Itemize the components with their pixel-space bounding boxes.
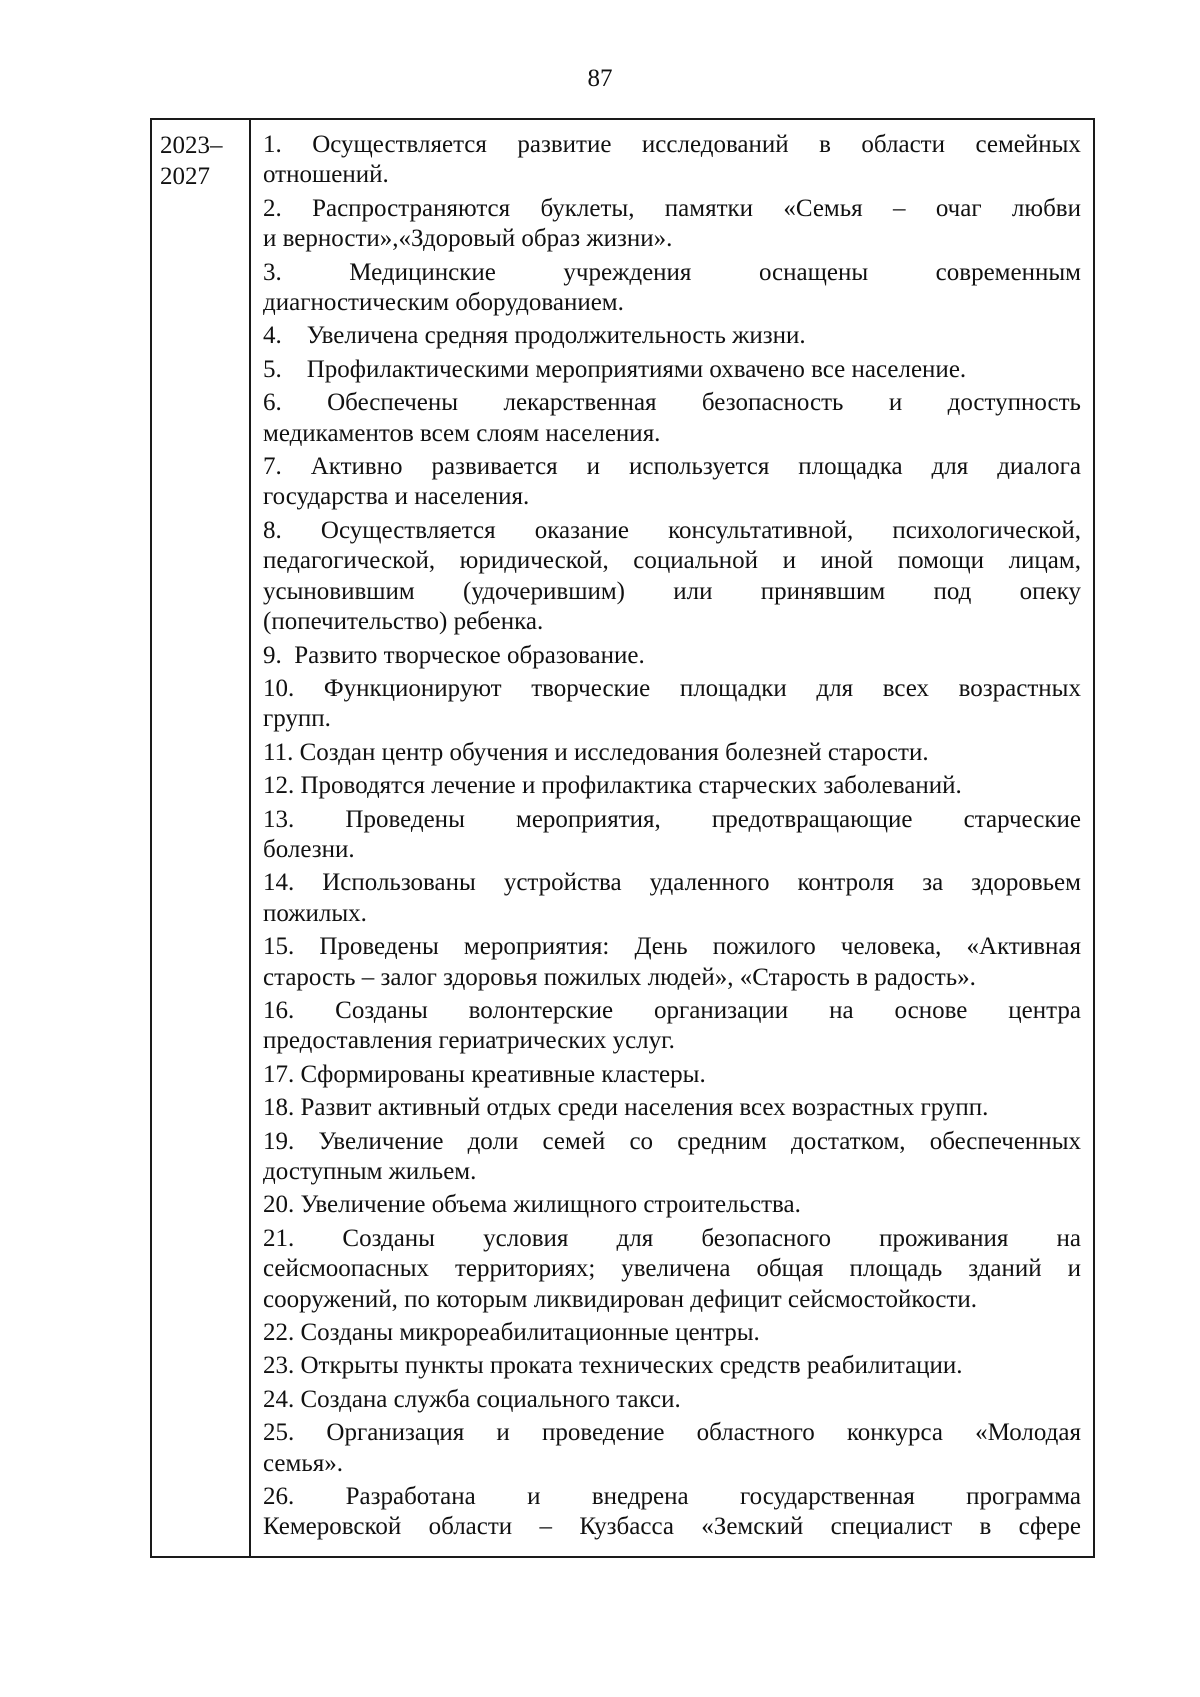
text-word: усыновившим <box>263 577 415 605</box>
text-line <box>263 160 1081 190</box>
text-word: и <box>496 1419 510 1447</box>
text-line <box>263 704 1081 734</box>
text-word: Организация <box>326 1419 465 1447</box>
list-item <box>263 1190 1081 1220</box>
text-word: специалист <box>830 1513 953 1541</box>
text-line <box>263 1449 1081 1479</box>
text-word: 11. Создан центр обучения и исследования болезней старости. <box>263 738 929 766</box>
text-word: центра <box>1008 996 1081 1024</box>
text-word: «Здоровый образ жизни». <box>398 225 673 253</box>
list-item <box>263 1224 1081 1315</box>
text-line <box>263 899 1081 929</box>
list-item <box>263 516 1081 638</box>
text-word: 24. Создана служба социального такси. <box>263 1385 681 1413</box>
text-word: областного <box>696 1419 815 1447</box>
text-word: проведение <box>541 1419 665 1447</box>
list-item <box>263 1482 1081 1543</box>
text-line <box>263 288 1081 318</box>
text-word: конкурса <box>846 1419 943 1447</box>
text-line <box>263 516 1081 546</box>
list-item <box>263 130 1081 191</box>
text-line <box>263 1385 1081 1415</box>
text-line <box>263 130 1081 160</box>
period-end-year: 2027 <box>160 163 210 190</box>
text-word: 13. <box>263 805 295 833</box>
text-line <box>263 388 1081 418</box>
text-word: организации <box>653 996 789 1024</box>
text-word: за <box>922 869 944 897</box>
text-line <box>263 258 1081 288</box>
text-word: и <box>1067 1255 1081 1283</box>
text-word: День <box>634 933 688 961</box>
text-word: мероприятия: <box>463 933 610 961</box>
text-word: оказание <box>534 516 629 544</box>
text-word: под <box>933 577 972 605</box>
text-line <box>263 1285 1081 1315</box>
text-word: для <box>816 674 854 702</box>
text-word: 20. Увеличение объема жилищного строительства. <box>263 1191 801 1219</box>
text-word: любви <box>1011 194 1081 222</box>
text-word: Распространяются <box>312 194 511 222</box>
text-word: 12. Проводятся лечение и профилактика старческих заболеваний. <box>263 772 962 800</box>
text-word: удаленного <box>649 869 770 897</box>
text-word: доступным жильем. <box>263 1158 477 1185</box>
text-line <box>263 932 1081 962</box>
text-line <box>263 1190 1081 1220</box>
text-word: волонтерские <box>468 996 614 1024</box>
text-word: отношений. <box>263 161 389 189</box>
text-line <box>263 1093 1081 1123</box>
text-word: 26. <box>263 1483 295 1511</box>
period-cell <box>160 130 245 192</box>
text-word: 14. <box>263 869 295 897</box>
text-word: пожилого <box>712 933 816 961</box>
period-start-year: 2023– <box>160 132 223 159</box>
text-word: психологической, <box>892 516 1081 544</box>
text-word: (попечительство) ребенка. <box>263 608 544 636</box>
text-word: территориях; <box>454 1255 596 1283</box>
list-item <box>263 996 1081 1057</box>
text-word: Увеличение <box>318 1127 444 1155</box>
list-item <box>263 738 1081 768</box>
list-item <box>263 321 1081 351</box>
text-word: исследований <box>641 131 789 158</box>
list-item <box>263 674 1081 735</box>
text-word: групп. <box>263 705 331 733</box>
text-word: очаг <box>935 194 982 222</box>
text-word: доступность <box>947 389 1081 417</box>
list-item <box>263 805 1081 866</box>
text-word: используется <box>628 453 770 481</box>
text-word: государства и населения. <box>263 483 530 511</box>
list-item <box>263 1351 1081 1381</box>
text-line <box>263 355 1081 385</box>
list-item <box>263 932 1081 993</box>
text-word: для <box>931 453 969 481</box>
text-word: Проведены <box>319 933 439 961</box>
text-word: Разработана <box>345 1483 476 1511</box>
text-word: Обеспечены <box>327 389 459 417</box>
text-line <box>263 452 1081 482</box>
text-word: 6. <box>263 389 282 417</box>
text-word: 21. <box>263 1224 295 1252</box>
text-word: «Земский <box>701 1513 804 1541</box>
list-item <box>263 1093 1081 1123</box>
text-line <box>263 546 1081 576</box>
text-word: площадь <box>849 1255 943 1283</box>
text-word: 10. <box>263 674 295 702</box>
text-line <box>263 1224 1081 1254</box>
text-word: творческие <box>531 674 651 702</box>
text-word: 3. <box>263 258 282 286</box>
text-word: устройства <box>503 869 622 897</box>
text-line <box>263 607 1081 637</box>
text-word: предоставления гериатрических услуг. <box>263 1027 675 1055</box>
text-word: и <box>782 547 796 575</box>
text-line <box>263 1318 1081 1348</box>
text-word: опеку <box>1019 577 1081 605</box>
text-word: увеличена <box>621 1255 731 1283</box>
text-word: Проведены <box>345 805 465 833</box>
text-word: в <box>979 1513 992 1541</box>
text-word: старческие <box>963 805 1081 833</box>
text-word: лицам, <box>1008 547 1081 575</box>
text-word: педагогической, <box>263 547 436 575</box>
text-word: 22. Созданы микрореабилитационные центры. <box>263 1319 760 1347</box>
text-line <box>263 1026 1081 1056</box>
document-table <box>150 118 1095 1558</box>
text-line <box>263 1418 1081 1448</box>
text-word: со <box>629 1127 654 1155</box>
text-word: Осуществляется <box>312 131 487 158</box>
text-word: и верности», <box>263 225 399 253</box>
text-word: сейсмоопасных <box>263 1255 430 1283</box>
text-word: средним <box>677 1127 767 1155</box>
text-word: возрастных <box>958 674 1081 702</box>
list-item <box>263 1318 1081 1348</box>
text-line <box>263 835 1081 865</box>
text-line <box>263 577 1081 607</box>
text-word: Активно <box>310 453 403 481</box>
text-line <box>263 321 1081 351</box>
list-item <box>263 1127 1081 1188</box>
text-word: буклеты, <box>540 194 635 222</box>
text-word: или <box>673 577 713 605</box>
text-line <box>263 805 1081 835</box>
text-line <box>263 738 1081 768</box>
text-word: площадки <box>679 674 787 702</box>
text-word: Созданы <box>335 996 428 1024</box>
text-word: Медицинские <box>349 258 496 286</box>
text-line <box>263 963 1081 993</box>
text-word: мероприятия, <box>516 805 661 833</box>
text-word: всех <box>882 674 930 702</box>
text-line <box>263 482 1081 512</box>
text-line <box>263 194 1081 224</box>
text-word: на <box>829 996 854 1024</box>
text-word: диалога <box>997 453 1081 481</box>
text-word: 25. <box>263 1419 295 1447</box>
list-item <box>263 452 1081 513</box>
text-word: консультативной, <box>668 516 854 544</box>
page-number: 87 <box>587 65 613 92</box>
text-word: и <box>527 1483 541 1511</box>
text-word: основе <box>894 996 968 1024</box>
text-word: помощи <box>897 547 985 575</box>
text-word: социальной <box>633 547 759 575</box>
text-word: общая <box>756 1255 824 1283</box>
text-word: семей <box>542 1127 606 1155</box>
text-word: зданий <box>968 1255 1042 1283</box>
column-divider <box>249 120 251 1556</box>
text-word: 1. <box>263 131 282 158</box>
text-word: сооружений, по которым ликвидирован дефицит сейсмостойкости. <box>263 1285 978 1313</box>
text-word: учреждения <box>563 258 692 286</box>
list-item <box>263 868 1081 929</box>
text-word: памятки <box>664 194 754 222</box>
text-word: доли <box>467 1127 519 1155</box>
text-line <box>263 641 1081 671</box>
text-line <box>263 1127 1081 1157</box>
text-word: Кемеровской <box>263 1513 402 1541</box>
text-line <box>263 1254 1081 1284</box>
text-word: и <box>888 389 903 417</box>
text-line <box>263 771 1081 801</box>
text-word: «Активная <box>966 933 1081 961</box>
text-word: безопасность <box>701 389 844 417</box>
list-item <box>263 258 1081 319</box>
text-word: принявшим <box>760 577 886 605</box>
text-word: 18. Развит активный отдых среди населения всех возрастных групп. <box>263 1094 989 1122</box>
text-word: 5. Профилактическими мероприятиями охвачено все население. <box>263 355 967 383</box>
text-word: на <box>1056 1224 1081 1252</box>
text-word: 8. <box>263 516 282 544</box>
text-word: медикаментов всем слоям населения. <box>263 419 661 447</box>
text-word: современным <box>935 258 1081 286</box>
list-item <box>263 388 1081 449</box>
text-word: Функционируют <box>323 674 502 702</box>
text-word: обеспеченных <box>929 1127 1081 1155</box>
text-word: 4. Увеличена средняя продолжительность жизни. <box>263 322 806 350</box>
text-word: – <box>892 194 906 222</box>
text-line <box>263 419 1081 449</box>
text-word: 23. Открыты пункты проката технических средств реабилитации. <box>263 1352 963 1380</box>
text-word: 9. Развито творческое образование. <box>263 641 645 669</box>
text-line <box>263 1351 1081 1381</box>
text-word: семейных <box>975 131 1081 158</box>
text-word: Использованы <box>322 869 476 897</box>
text-word: пожилых. <box>263 899 367 927</box>
text-word: достатком, <box>791 1127 906 1155</box>
text-word: иной <box>820 547 874 575</box>
text-word: области <box>861 131 945 158</box>
text-line <box>263 674 1081 704</box>
text-word: 15. <box>263 933 295 961</box>
text-word: Кузбасса <box>579 1513 674 1541</box>
list-item <box>263 641 1081 671</box>
text-line <box>263 224 1081 254</box>
results-list <box>263 130 1081 1546</box>
text-word: лекарственная <box>503 389 657 417</box>
text-word: развивается <box>431 453 558 481</box>
text-word: юридической, <box>459 547 609 575</box>
list-item <box>263 1385 1081 1415</box>
text-word: области <box>428 1513 513 1541</box>
text-word: развитие <box>517 131 612 158</box>
text-line <box>263 996 1081 1026</box>
text-word: предотвращающие <box>711 805 913 833</box>
text-word: 2. <box>263 194 282 222</box>
text-word: диагностическим оборудованием. <box>263 289 624 317</box>
text-word: оснащены <box>758 258 869 286</box>
list-item <box>263 1060 1081 1090</box>
text-word: (удочерившим) <box>463 577 625 605</box>
text-line <box>263 1512 1081 1542</box>
text-word: «Семья <box>783 194 863 222</box>
text-word: старость – залог здоровья пожилых людей», «Старость в радость». <box>263 963 976 991</box>
text-word: для <box>616 1224 654 1252</box>
text-line <box>263 1482 1081 1512</box>
text-word: 17. Сформированы креативные кластеры. <box>263 1060 706 1088</box>
text-word: здоровьем <box>971 869 1081 897</box>
text-word: условия <box>483 1224 569 1252</box>
text-word: – <box>539 1513 553 1541</box>
text-word: Осуществляется <box>320 516 496 544</box>
text-word: внедрена <box>591 1483 689 1511</box>
text-word: государственная <box>739 1483 915 1511</box>
text-word: сфере <box>1018 1513 1081 1541</box>
text-line <box>263 868 1081 898</box>
text-word: 16. <box>263 996 295 1024</box>
text-word: Созданы <box>342 1224 435 1252</box>
list-item <box>263 355 1081 385</box>
text-word: и <box>586 453 601 481</box>
text-word: семья». <box>263 1449 343 1477</box>
text-word: 7. <box>263 453 282 481</box>
text-word: «Молодая <box>975 1419 1081 1447</box>
text-word: в <box>819 131 831 158</box>
text-word: программа <box>966 1483 1081 1511</box>
text-word: болезни. <box>263 835 355 863</box>
list-item <box>263 1418 1081 1479</box>
list-item <box>263 194 1081 255</box>
text-word: 19. <box>263 1127 295 1155</box>
list-item <box>263 771 1081 801</box>
text-word: площадка <box>798 453 903 481</box>
text-line <box>263 1157 1081 1187</box>
text-word: безопасного <box>701 1224 831 1252</box>
text-word: проживания <box>879 1224 1009 1252</box>
text-line <box>263 1060 1081 1090</box>
text-word: контроля <box>797 869 895 897</box>
text-word: человека, <box>840 933 942 961</box>
